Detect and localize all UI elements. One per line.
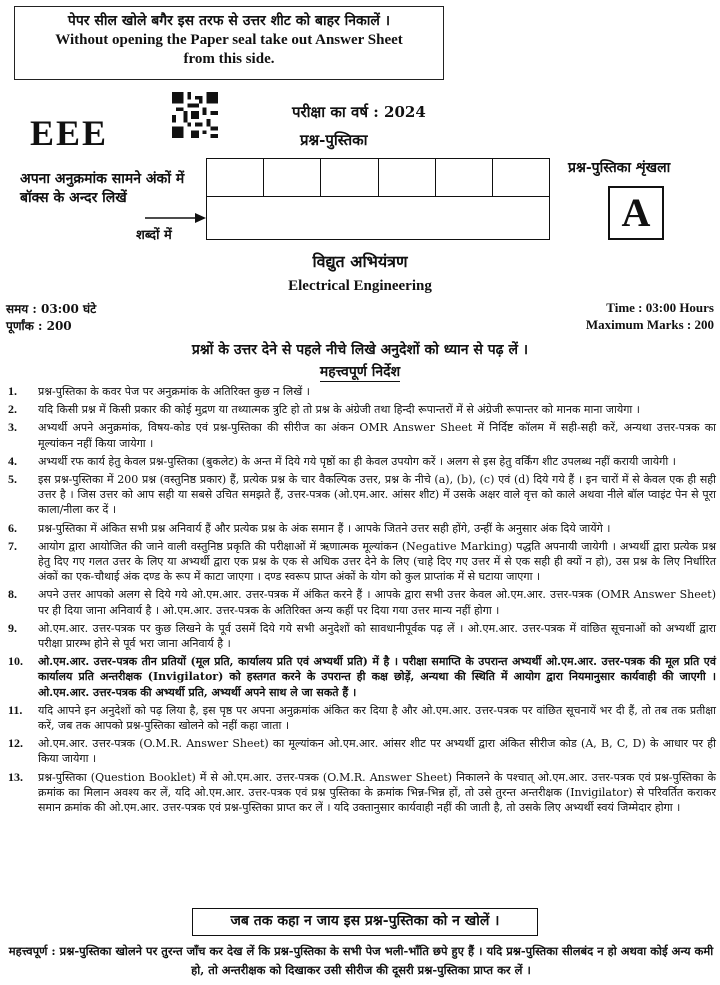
instruction-text: ओ.एम.आर. उत्तर-पत्रक (O.M.R. Answer Sheet) का मूल्यांकन ओ.एम.आर. आंसर शीट पर अभ्यर्थी द्वारा अंकित सीरीज कोड (A, B, C, D) के आधार पर ही किया जायेगा । bbox=[38, 737, 716, 766]
instruction-item bbox=[8, 703, 716, 733]
instruction-number: 4. bbox=[8, 453, 17, 468]
seal-notice-box bbox=[14, 6, 444, 80]
instruction-item bbox=[8, 736, 716, 766]
seal-notice-english-line2: from this side. bbox=[183, 51, 275, 67]
instruction-text: ओ.एम.आर. उत्तर-पत्रक तीन प्रतियों (मूल प्रति, कार्यालय प्रति एवं अभ्यर्थी प्रति) में है । परीक्षा समाप्ति के उपरान्त अभ्यर्थी ओ.एम.आर. उत्तर-पत्रक की मूल प्रति एवं कार्यालय प्रति अन्तरीक्षक (Invigilator) को हस्तगत करने के उपरान्त ही कक्ष छोड़ें, अन्यथा की स्थिति में आयोग द्वारा नियमानुसार कार्यवाही की जाएगी । ओ.एम.आर. उत्तर-पत्रक की अभ्यर्थी प्रति, अभ्यर्थी अपने साथ ले जा सकते हैं । bbox=[38, 655, 716, 699]
important-instructions-heading-text: महत्त्वपूर्ण निर्देश bbox=[319, 364, 401, 380]
instruction-number: 6. bbox=[8, 520, 17, 535]
instruction-text: अपने उत्तर आपको अलग से दिये गये ओ.एम.आर. उत्तर-पत्रक में अंकित करने हैं । आपके द्वारा सभी उत्तर केवल ओ.एम.आर. उत्तर-पत्रक (OMR Answer Sheet) पर ही दिया जाना अनिवार्य है । ओ.एम.आर. उत्तर-पत्रक के अतिरिक्त अन्य कहीं पर दिया गया उत्तर मान्य नहीं होगा । bbox=[38, 588, 716, 617]
instruction-text: यदि आपने इन अनुदेशों को पढ़ लिया है, इस पृष्ठ पर अपना अनुक्रमांक अंकित कर दिया है और ओ.एम.आर. उत्तर-पत्रक पर वांछित सूचनायें भर दी हैं, तो तब तक प्रतीक्षा करें, जब तक आपको प्रश्न-पुस्तिका खोलने को नहीं कहा जाता । bbox=[38, 703, 716, 733]
roll-words-box[interactable] bbox=[207, 197, 549, 237]
read-instructions-note: प्रश्नों के उत्तर देने से पहले नीचे लिखे अनुदेशों को ध्यान से पढ़ लें । bbox=[191, 342, 529, 358]
seal-notice-english-line1: Without opening the Paper seal take out Answer Sheet bbox=[55, 32, 403, 48]
instruction-text: यदि किसी प्रश्न में किसी प्रकार की कोई मुद्रण या तथ्यात्मक त्रुटि हो तो प्रश्न के अंग्रेजी तथा हिन्दी रूपान्तरों में से अंग्रेजी रूपान्तर को मानक माना जायेगा । bbox=[38, 403, 640, 417]
instruction-text: ओ.एम.आर. उत्तर-पत्रक पर कुछ लिखने के पूर्व उसमें दिये गये सभी अनुदेशों को सावधानीपूर्वक पढ़ लें । ओ.एम.आर. उत्तर-पत्रक में वांछित सूचनाओं को अभ्यर्थी द्वारा परीक्षा प्रारम्भ होने से पूर्व भरा जाना अनिवार्य है । bbox=[38, 621, 716, 651]
instruction-number: 11. bbox=[8, 702, 23, 717]
roll-number-instruction: अपना अनुक्रमांक सामने अंकों में बॉक्स के अन्दर लिखें bbox=[20, 171, 185, 206]
subject-code: EEE bbox=[30, 113, 109, 153]
instruction-number: 2. bbox=[8, 402, 17, 417]
instruction-item bbox=[8, 770, 716, 816]
marks-hindi: पूर्णांक : 200 bbox=[6, 319, 72, 333]
instruction-text: आयोग द्वारा आयोजित की जाने वाली वस्तुनिष्ठ प्रकृति की परीक्षाओं में ऋणात्मक मूल्यांकन (Negative Marking) पद्धति अपनायी जायेगी । अभ्यर्थी द्वारा प्रत्येक प्रश्न हेतु दिए गए गलत उत्तर के लिए या अभ्यर्थी द्वारा एक प्रश्न के एक से अधिक उत्तर देने के लिए (चाहे दिए गए उत्तर में से एक सही ही क्यों न हो), उस प्रश्न के लिए निर्धारित अंकों का एक-चौथाई अंक दण्ड के रूप में काटा जाएगा । दण्ड स्वरूप प्राप्त अंकों के योग को कुल प्राप्तांक में से घटाया जाएगा । bbox=[38, 539, 716, 584]
footer-important-note: महत्त्वपूर्ण : प्रश्न-पुस्तिका खोलने पर तुरन्त जाँच कर देख लें कि प्रश्न-पुस्तिका के सभी पेज भली-भाँति छपे हुए हैं । यदि प्रश्न-पुस्तिका सीलबंद न हो अथवा कोई अन्य कमी हो, तो अन्तरीक्षक को दिखाकर उसी सीरीज की दूसरी प्रश्न-पुस्तिका प्राप्त कर लें । bbox=[8, 944, 714, 977]
seal-notice-hindi: पेपर सील खोले बगैर इस तरफ से उत्तर शीट को बाहर निकालें । bbox=[67, 13, 391, 29]
instruction-item bbox=[8, 654, 716, 700]
instruction-text: इस प्रश्न-पुस्तिका में 200 प्रश्न (वस्तुनिष्ठ प्रकार) हैं, प्रत्येक प्रश्न के चार वैकल्पिक उत्तर, प्रश्न के नीचे (a), (b), (c) एवं (d) दिये गये हैं । इन चारों में से केवल एक ही सही उत्तर है । जिस उत्तर को आप सही या सबसे उचित समझते हैं, उत्तर-पत्रक (ओ.एम.आर. आंसर शीट) में उसके अक्षर वाले वृत्त को काले अथवा नीले बॉल प्वाइंट पेन से पूरा काला/नीला कर दें । bbox=[38, 473, 716, 517]
marks-english: Maximum Marks : 200 bbox=[585, 317, 714, 332]
instruction-number: 12. bbox=[8, 736, 23, 751]
instruction-number: 10. bbox=[8, 654, 23, 669]
instruction-item bbox=[8, 539, 716, 585]
instruction-text: अभ्यर्थी रफ कार्य हेतु केवल प्रश्न-पुस्तिका (बुकलेट) के अन्त में दिये गये पृष्ठों का ही केवल उपयोग करें । अलग से इस हेतु वर्किंग शीट उपलब्ध नहीं करायी जायेगी । bbox=[38, 454, 676, 468]
instruction-number: 9. bbox=[8, 620, 17, 635]
roll-digit-box[interactable] bbox=[264, 159, 321, 196]
roll-in-words-label: शब्दों में bbox=[136, 228, 172, 243]
instruction-item bbox=[8, 402, 716, 417]
roll-digit-box[interactable] bbox=[493, 159, 549, 196]
exam-year: परीक्षा का वर्ष : 2024 bbox=[292, 103, 426, 121]
instruction-number: 13. bbox=[8, 769, 23, 784]
instruction-number: 1. bbox=[8, 384, 17, 398]
booklet-series-box: A bbox=[608, 186, 664, 240]
instruction-text: अभ्यर्थी अपने अनुक्रमांक, विषय-कोड एवं प्रश्न-पुस्तिका की सीरीज का अंकन OMR Answer Sheet में निर्दिष्ट कॉलम में सही-सही करें, अन्यथा उत्तर-पत्रक का मूल्यांकन नहीं किया जायेगा । bbox=[38, 421, 716, 450]
instruction-number: 3. bbox=[8, 420, 17, 435]
roll-digit-box[interactable] bbox=[321, 159, 378, 196]
instructions-list bbox=[8, 384, 716, 818]
instruction-number: 8. bbox=[8, 587, 17, 602]
subject-title-hindi: विद्युत अभियंत्रण bbox=[312, 252, 408, 271]
instruction-text: प्रश्न-पुस्तिका के कवर पेज पर अनुक्रमांक के अतिरिक्त कुछ न लिखें । bbox=[38, 385, 310, 398]
instruction-item bbox=[8, 472, 716, 518]
instruction-item bbox=[8, 384, 716, 399]
roll-digit-boxes bbox=[207, 159, 549, 197]
instruction-item bbox=[8, 420, 716, 450]
instruction-number: 7. bbox=[8, 538, 17, 553]
important-instructions-heading bbox=[0, 362, 720, 381]
instruction-item bbox=[8, 454, 716, 469]
instruction-text: प्रश्न-पुस्तिका में अंकित सभी प्रश्न अनिवार्य हैं और प्रत्येक प्रश्न के अंक समान हैं । आपके जितने उत्तर सही होंगे, उन्हीं के अनुसार अंक दिये जायेंगे । bbox=[38, 521, 611, 535]
roll-number-grid bbox=[206, 158, 550, 240]
booklet-series-label: प्रश्न-पुस्तिका शृंखला bbox=[568, 160, 671, 176]
instruction-item bbox=[8, 587, 716, 617]
instruction-number: 5. bbox=[8, 472, 17, 487]
instruction-text: प्रश्न-पुस्तिका (Question Booklet) में से ओ.एम.आर. उत्तर-पत्रक (O.M.R. Answer Sheet) निकालने के पश्चात् ओ.एम.आर. उत्तर-पत्रक एवं प्रश्न-पुस्तिका के क्रमांक का मिलान अवश्य कर लें, यदि ओ.एम.आर. उत्तर-पत्रक एवं प्रश्न पुस्तिका के क्रमांक भिन्न-भिन्न हों, तो उसे तुरन्त अन्तरीक्षक (Invigilator) से परिवर्तित कराकर समान क्रमांक की ओ.एम.आर. उत्तर-पत्रक एवं प्रश्न-पुस्तिका प्राप्त कर लें । यदि उक्तानुसार कार्यवाही नहीं की जाती है, तो उसके लिए अभ्यर्थी स्वयं जिम्मेदार होगा । bbox=[38, 770, 716, 815]
instruction-item bbox=[8, 621, 716, 651]
time-english: Time : 03:00 Hours bbox=[606, 300, 714, 315]
subject-title-english: Electrical Engineering bbox=[288, 278, 432, 294]
qr-code-icon bbox=[172, 92, 218, 138]
roll-digit-box[interactable] bbox=[207, 159, 264, 196]
time-hindi: समय : 03:00 घंटे bbox=[6, 302, 97, 316]
instruction-item bbox=[8, 521, 716, 536]
arrow-right-icon bbox=[145, 212, 207, 224]
roll-digit-box[interactable] bbox=[379, 159, 436, 196]
do-not-open-notice: जब तक कहा न जाय इस प्रश्न-पुस्तिका को न खोलें । bbox=[192, 908, 538, 936]
booklet-label: प्रश्न-पुस्तिका bbox=[300, 131, 368, 149]
roll-digit-box[interactable] bbox=[436, 159, 493, 196]
